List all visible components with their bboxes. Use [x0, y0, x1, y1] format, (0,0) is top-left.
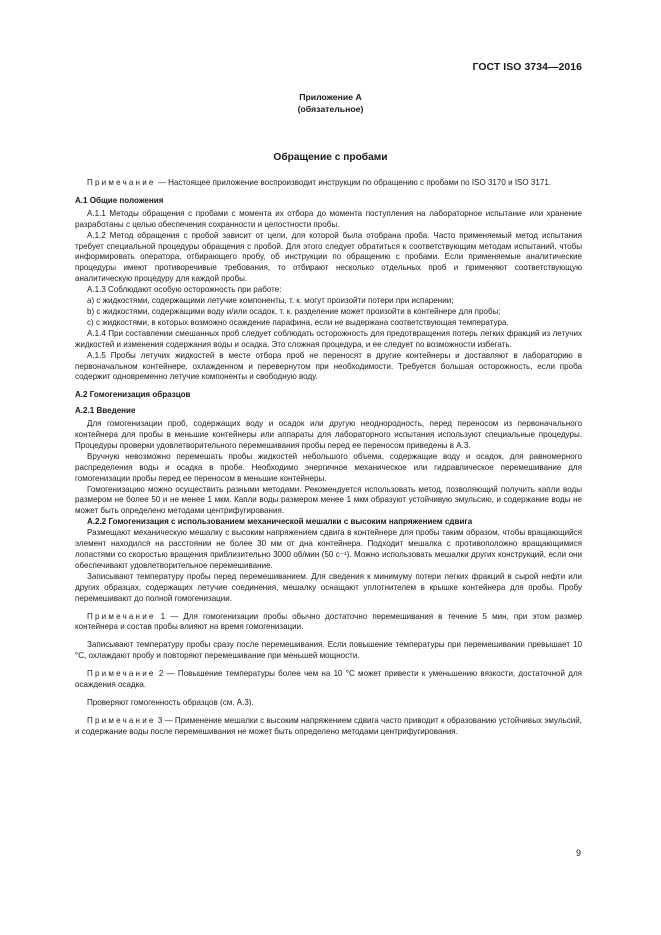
appendix-title: Приложение А	[299, 92, 362, 102]
paragraph: Размещают механическую мешалку с высоким напряжением сдвига в контейнере для пробы таким образом, чтобы вращающийся элемент находился на расстоянии не более 30 мм от дна контейнера. Подходит мешалка с противоположно вращающимися лопастями со скоростью вращения приблизительно 3000 об/мин (50 с⁻¹). Можно использовать мешалки других конструкций, если они обеспечивают удовлетворительное перемешивание.	[75, 528, 582, 570]
page-title: Обращение с пробами	[273, 152, 388, 163]
paragraph: А.1.1 Методы обращения с пробами с момента их отбора до момента поступления на лабораторное испытание или хранение разработаны с целью обеспечения сохранности и целостности пробы.	[75, 208, 582, 229]
section-heading: А.1 Общие положения	[75, 195, 164, 205]
note-label: Примечание	[87, 178, 156, 187]
section-heading: А.2 Гомогенизация образцов	[75, 390, 191, 400]
paragraph: Проверяют гомогенность образцов (см. А.3).	[87, 697, 254, 707]
appendix-heading	[0, 91, 661, 115]
note-text: 3 — Применение мешалки с высоким напряжением сдвига часто приводит к образованию устойчивых эмульсий, и содержание воды после перемешивания не может быть определено методами центрифугирования.	[75, 715, 582, 736]
note-2	[75, 669, 582, 691]
note-text: 2 — Повышение температуры более чем на 10 °С может привести к уменьшению вязкости, достаточной для осаждения осадка.	[75, 669, 582, 690]
paragraph: Записывают температуру пробы сразу после перемешивания. Если повышение температуры при перемешивании превышает 10 °С, охлаждают пробу и повторяют перемешивание при меньшей мощности.	[75, 640, 582, 661]
note-text: 1 — Для гомогенизации пробы обычно достаточно перемешивания в течение 5 мин, при этом размер контейнера и состав пробы влияют на время гомогенизации.	[75, 611, 582, 632]
list-item: c) с жидкостями, в которых возможно осаждение парафина, если не выдержана соответствующая температура.	[87, 317, 509, 327]
subsection-heading: А.2.1 Введение	[75, 406, 136, 416]
paragraph: А.1.5 Пробы летучих жидкостей в месте отбора проб не переносят в другие контейнеры и доставляют в лабораторию в первоначальном контейнере, охлажденном и перевернутом при необходимости. Требуется большая осторожность, если проба содержит одновременно летучие компоненты и свободную воду.	[75, 350, 582, 382]
paragraph: Записывают температуру пробы перед перемешиванием. Для сведения к минимуму потери легких фракций в сырой нефти или других образцах, содержащих летучие соединения, мешалку оснащают уплотнителем в крышке контейнера для пробы. Пробу перемешивают до полной гомогенизации.	[75, 571, 582, 603]
list-item: а) с жидкостями, содержащими летучие компоненты, т. к. могут произойти потери при испарении;	[87, 296, 454, 306]
paragraph: Вручную невозможно перемешать пробы жидкостей небольшого объема, содержащие воду и осадок, для равномерного распределения воды и осадка в пробе. Необходимо энергичное механическое или гидравлическое перемешивание для гомогенизации пробы перед ее переносом в меньшие контейнеры.	[75, 451, 582, 483]
document-body	[75, 178, 582, 738]
note-label: Примечание	[87, 611, 156, 621]
paragraph: А.1.3 Соблюдают особую осторожность при работе:	[87, 285, 282, 295]
note-3	[75, 716, 582, 738]
page-number: 9	[575, 848, 581, 858]
note-text: — Настоящее приложение воспроизводит инструкции по обращению с пробами по ISO 3170 и ISO 3171.	[155, 178, 552, 187]
paragraph: Для гомогенизации проб, содержащих воду и осадок или другую неоднородность, перед переносом из первоначального контейнера для пробы в меньшие контейнеры или аппараты для лабораторного испытания используют специальные процедуры. Процедуры проверки удовлетворительного перемешивания пробы перед ее переносом приведены в А.3.	[75, 419, 582, 450]
paragraph: А.1.4 При составлении смешанных проб следует соблюдать осторожность для предотвращения потерь легких фракций из летучих жидкостей и изменения содержания воды и осадка. Это сложная процедура, и ее следует по возможности избегать.	[75, 328, 582, 349]
note-label: Примечание	[87, 669, 156, 679]
appendix-status: (обязательное)	[297, 104, 364, 114]
subsection-heading: А.2.2 Гомогенизация с использованием механической мешалки с высоким напряжением сдвига	[87, 517, 473, 527]
paragraph: Гомогенизацию можно осуществить разными методами. Рекомендуется использовать метод, позволяющий получить капли воды размером не более 50 и не менее 1 мкм. Капли воды размером менее 1 мкм образуют устойчивую эмульсию, и содержание воды не может быть определено методами центрифугирования.	[75, 484, 582, 516]
standard-number: ГОСТ ISO 3734—2016	[472, 62, 582, 73]
paragraph: А.1.2 Метод обращения с пробой зависит от цели, для которой была отобрана проба. Часто применяемый метод испытания требует специальной процедуры обращения с пробой. Для этого следует обратиться к соответствующим методам испытаний, чтобы информировать оператора, отбирающего пробу, об инструкции по обращению с пробами. Если применяемые аналитические процедуры имеют противоречивые требования, то отбирают несколько отдельных проб и применяют соответствующую аналитическую процедуру для каждой пробы.	[75, 230, 582, 284]
list-item: b) с жидкостями, содержащими воду и/или осадок, т. к. разделение может произойти в контейнере для пробы;	[87, 306, 501, 316]
note-label: Примечание	[87, 715, 156, 725]
note-1	[75, 612, 582, 634]
note-intro	[75, 178, 582, 189]
